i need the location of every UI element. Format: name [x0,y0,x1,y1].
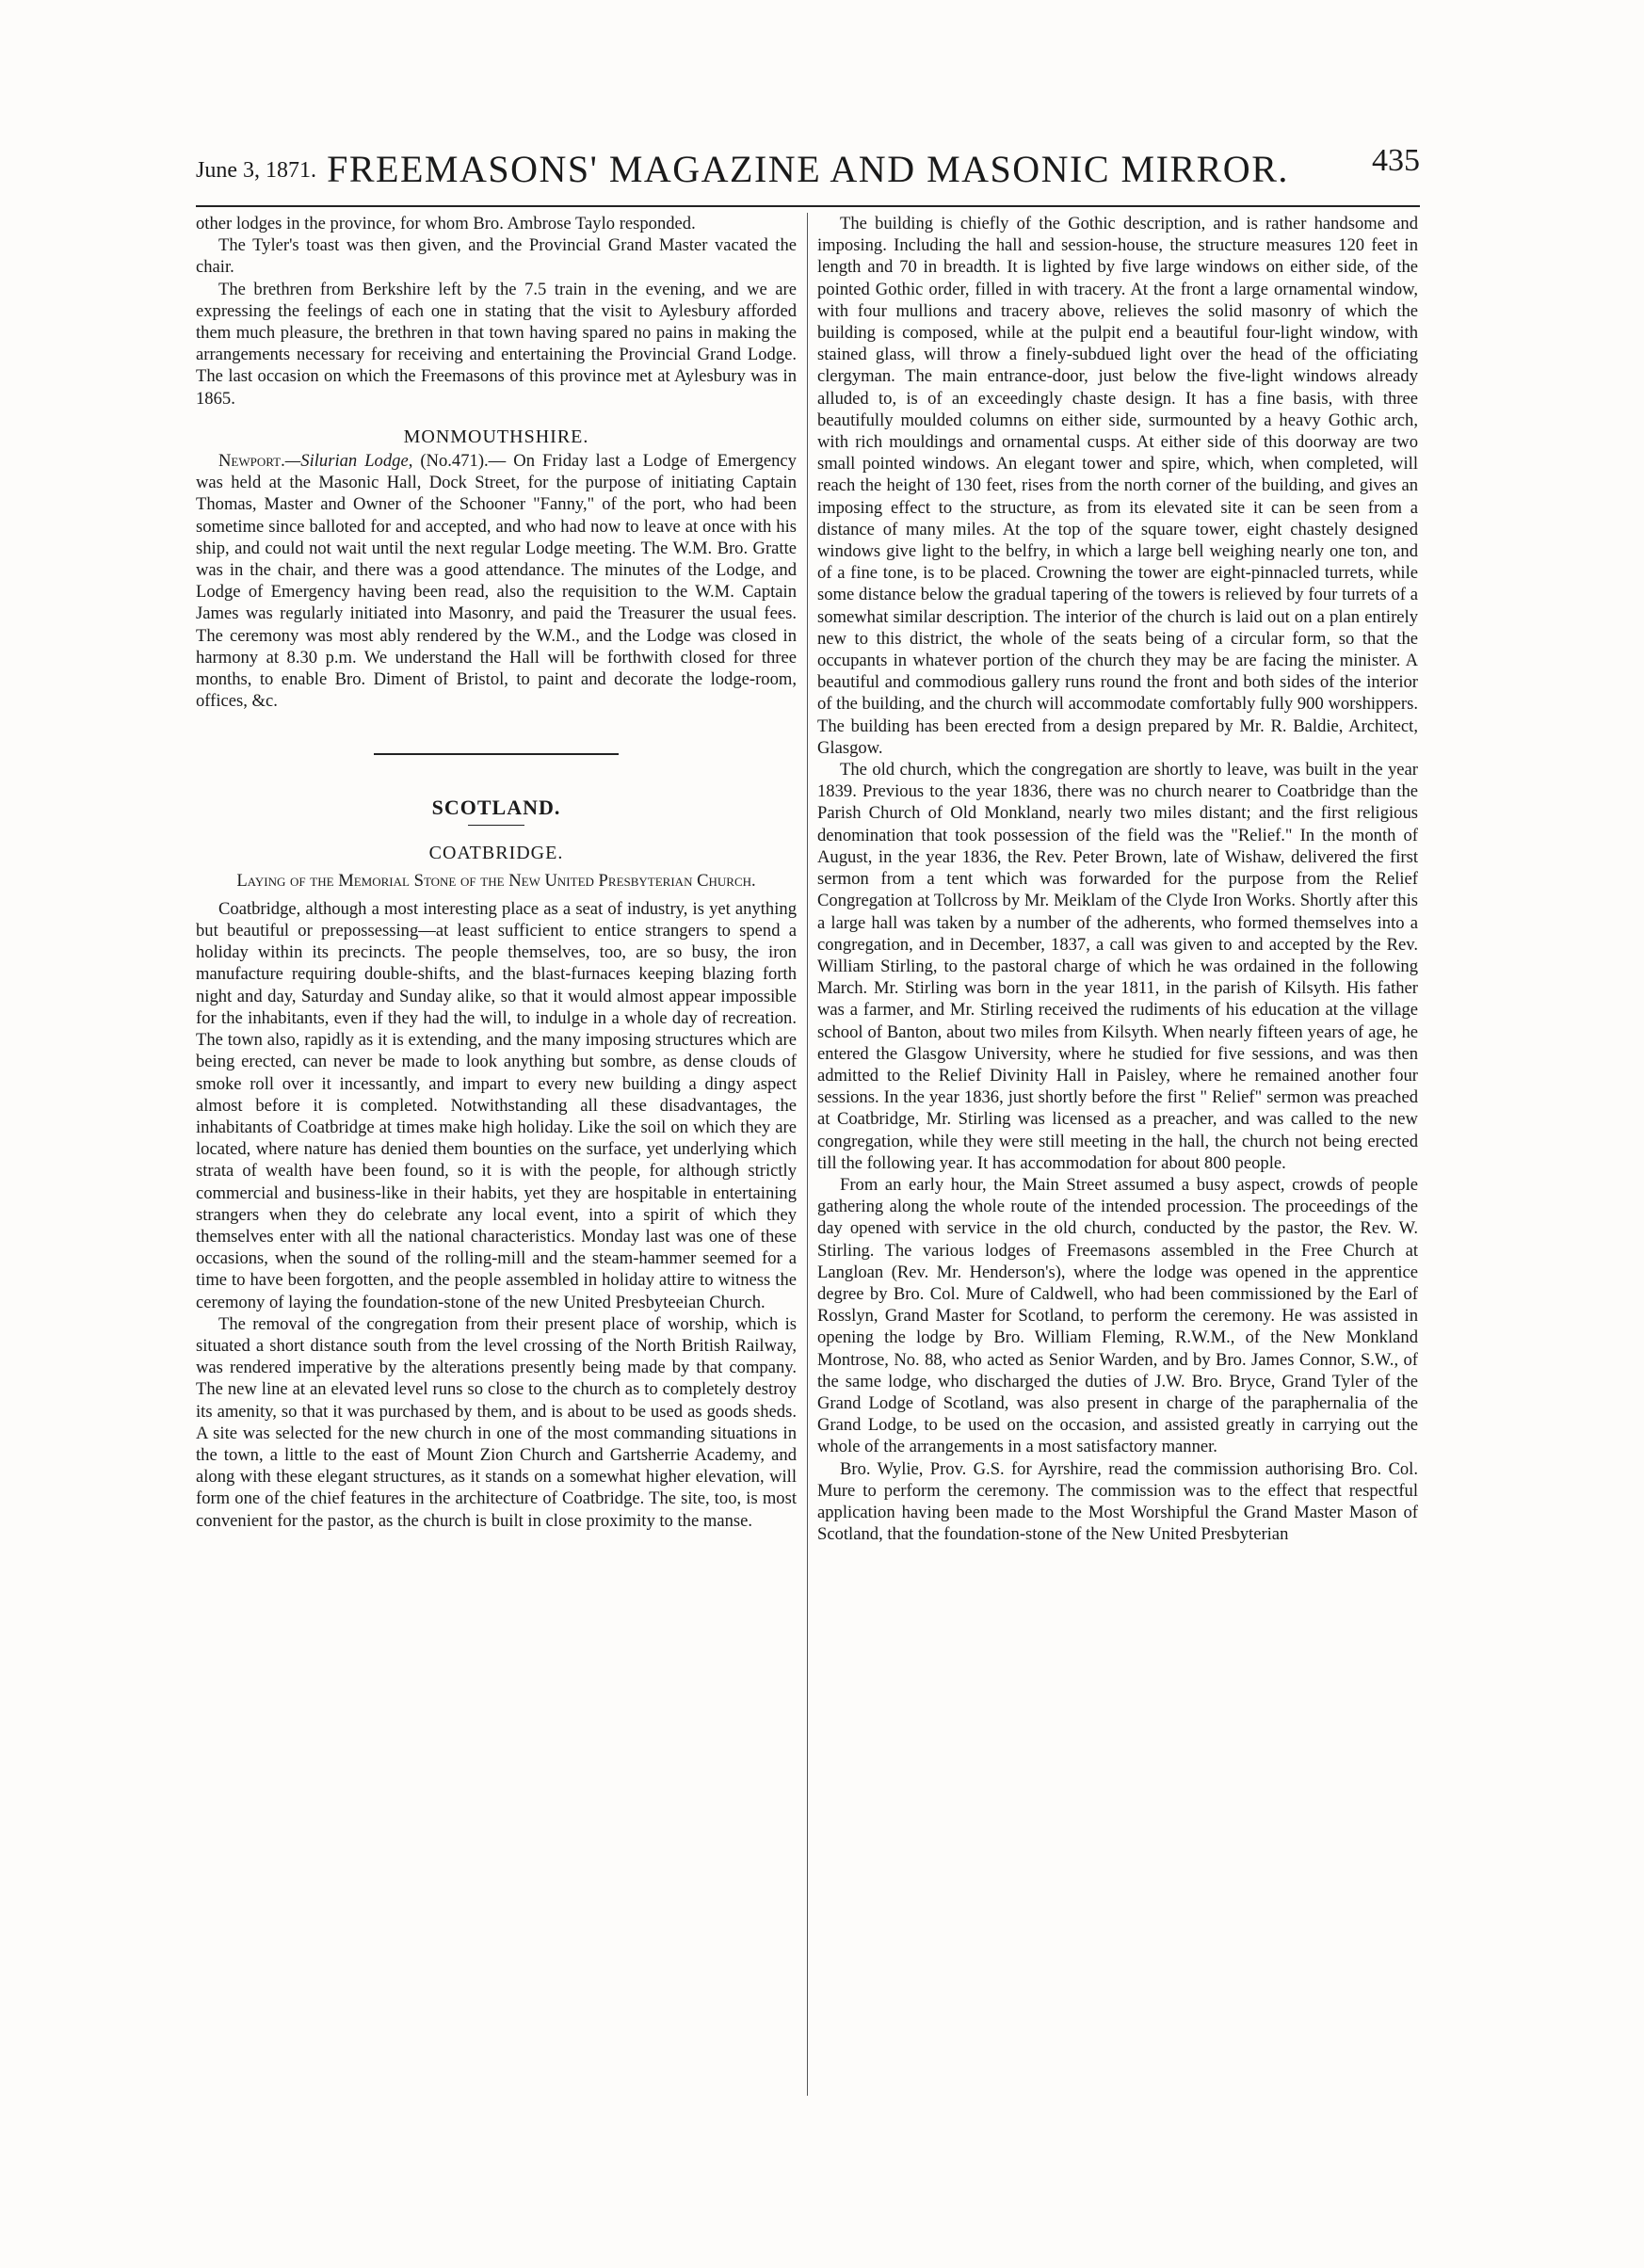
issue-date: June 3, 1871. [196,158,316,183]
paragraph: other lodges in the province, for whom Bro. Ambrose Taylo responded. [196,214,696,233]
paragraph: The building is chiefly of the Gothic description, and is rather handsome and imposing. Including the hall and session-house, the structure measures 120 feet in length and 70 in breadth. It is lighted by five large windows on either side, of the pointed Gothic order, filled in with tracery. At the front a large ornamental window, with four mullions and tracery above, relieves the solid masonry of which the building is composed, while at the pulpit end a beautiful four-light window, with stained glass, will throw a finely-subdued light over the head of the officiating clergyman. The main entrance-door, just below the five-light windows already alluded to, is of an exceedingly chaste design. It has a fine basis, with three beautifully moulded columns on either side, surmounted by a heavy Gothic arch, with rich mouldings and ornamental cusps. At either side of this doorway are two small pointed windows. An elegant tower and spire, which, when completed, will reach the height of 130 feet, rises from the north corner of the building, and gives an imposing effect to the structure, as from its elevated site it can be seen from a distance of many miles. At the top of the square tower, eight chastely designed windows give light to the belfry, in which a large bell weighing nearly one ton, and of a fine tone, is to be placed. Crowning the tower are eight-pinnacled turrets, while some distance below the gradual tapering of the towers is relieved by four turrets of a somewhat similar description. The interior of the church is laid out on a plan entirely new to this district, the whole of the seats being of a circular form, so that the occupants in whatever portion of the church they may be are facing the minister. A beautiful and commodious gallery runs round the front and both sides of the interior of the building, and the church will accommodate comfortably fully 900 worshippers. The building has been erected from a design prepared by Mr. R. Baldie, Architect, Glasgow. [817,214,1418,758]
paragraph: Coatbridge, although a most interesting place as a seat of industry, is yet anything but beautiful or prepossessing—at least sufficient to entice strangers to spend a holiday within its precincts. The people themselves, too, are so busy, the iron manufacture requiring double-shifts, and the blast-furnaces keeping blazing forth night and day, Saturday and Sunday alike, so that it would almost appear impossible for the inhabitants, even if they had the will, to indulge in a whole day of recreation. The town also, rapidly as it is extending, and the many imposing structures which are being erected, can never be made to look anything but sombre, as dense clouds of smoke roll over it incessantly, and impart to every new building a dingy aspect almost before it is completed. Notwithstanding all these disadvantages, the inhabitants of Coatbridge at times make high holiday. Like the soil on which they are located, where nature has denied them bounties on the surface, yet underlying which strata of wealth have been found, so it is with the people, for although strictly commercial and business-like in their habits, yet they are hospitable in entertaining strangers when they do celebrate any local event, into a spirit of which they themselves enter with all the national characteristics. Monday last was one of these occasions, when the sound of the rolling-mill and the steam-hammer seemed for a time to have been forgotten, and the people assembled in holiday attire to witness the ceremony of laying the foundation-stone of the new United Presbyteeian Church. [196,898,797,1312]
page-header [196,109,1420,194]
left-column [196,213,797,1532]
right-column [817,213,1418,1545]
article-subheading: Laying of the Memorial Stone of the New United Presbyterian Church. [236,870,756,891]
report-body: (No.471).— On Friday last a Lodge of Emergency was held at the Masonic Hall, Dock Street, for the purpose of initiating Captain Thomas, Master and Owner of the Schooner "Fanny," of the port, who had been sometime since balloted for and accepted, and who had now to leave at once with his ship, and could not wait until the next regular Lodge meeting. The W.M. Bro. Gratte was in the chair, and there was a good attendance. The minutes of the Lodge, and Lodge of Emergency having been read, also the requisition to the W.M. Captain James was regularly initiated into Masonry, and paid the Treasurer the usual fees. The ceremony was most ably rendered by the W.M., and the Lodge was closed in harmony at 8.30 p.m. We understand the Hall will be forthwith closed for three months, to enable Bro. Diment of Bristol, to paint and decorate the lodge-room, offices, &c. [196,451,797,712]
section-heading-monmouthshire: MONMOUTHSHIRE. [403,426,589,447]
paragraph: The old church, which the congregation are shortly to leave, was built in the year 1839. Previous to the year 1836, there was no church nearer to Coatbridge than the Parish Church of Old Monkland, nearly two miles distant; and the first religious denomination that took possession of the field was the "Relief." In the month of August, in the year 1836, the Rev. Peter Brown, late of Wishaw, delivered the first sermon from a tent which was forwarded for the purpose from the Relief Congregation at Tollcross by Mr. Meiklam of the Clyde Iron Works. Shortly after this a large hall was taken by a number of the adherents, who formed themselves into a congregation, and in December, 1837, a call was given to and accepted by the Rev. William Stirling, to the pastoral charge of which he was ordained in the following March. Mr. Stirling was born in the year 1811, in the parish of Kilsyth. His father was a farmer, and Mr. Stirling received the rudiments of his education at the village school of Banton, about two miles from Kilsyth. When nearly fifteen years of age, he entered the Glasgow University, where he studied for five sessions, and was then admitted to the Relief Divinity Hall in Paisley, where he remained another four sessions. In the year 1836, just shortly before the first " Relief" sermon was preached at Coatbridge, Mr. Stirling was licensed as a preacher, and was called to the new congregation, while they were still meeting in the hall, the church not being erected till the following year. It has accommodation for about 800 people. [817,760,1418,1173]
page-number: 435 [1372,143,1420,178]
publication-title: FREEMASONS' MAGAZINE AND MASONIC MIRROR. [327,148,1289,190]
paragraph: The Tyler's toast was then given, and the Provincial Grand Master vacated the chair. [196,235,797,278]
section-divider-rule [374,753,619,755]
header-rule [196,205,1420,207]
place-name: Newport. [218,451,285,472]
paragraph: The brethren from Berkshire left by the 7.5 train in the evening, and we are expressing the feelings of each one in stating that the visit to Aylesbury afforded them much pleasure, the brethren in that town having spared no pains in making the arrangements necessary for receiving and entertaining the Provincial Grand Lodge. The last occasion on which the Freemasons of this province met at Aylesbury was in 1865. [196,279,797,409]
section-heading-scotland: SCOTLAND. [431,796,561,820]
paragraph: The removal of the congregation from their present place of worship, which is situated a short distance south from the level crossing of the North British Railway, was rendered imperative by the alterations presently being made by that company. The new line at an elevated level runs so close to the church as to completely destroy its amenity, so that it was purchased by them, and is about to be used as goods sheds. A site was selected for the new church in one of the most commanding situations in the town, a little to the east of Mount Zion Church and Gartsherrie Academy, and along with these elegant structures, as it stands on a somewhat higher elevation, will form one of the chief features in the architecture of Coatbridge. The site, too, is most convenient for the pastor, as the church is built in close proximity to the manse. [196,1313,797,1531]
lodge-name: —Silurian Lodge, [284,451,413,472]
paragraph: Bro. Wylie, Prov. G.S. for Ayrshire, read the commission authorising Bro. Col. Mure to perform the ceremony. The commission was to the effect that respectful application having been made to the Most Worshipful the Grand Master Mason of Scotland, that the foundation-stone of the New United Presbyterian [817,1458,1418,1545]
sub-heading-coatbridge: COATBRIDGE. [428,842,564,863]
paragraph: From an early hour, the Main Street assumed a busy aspect, crowds of people gathering along the whole route of the intended procession. The proceedings of the day opened with service in the old church, conducted by the pastor, the Rev. W. Stirling. The various lodges of Freemasons assembled in the Free Church at Langloan (Rev. Mr. Henderson's), where the lodge was opened in the apprentice degree by Bro. Col. Mure of Caldwell, who had been commissioned by the Earl of Rosslyn, Grand Master for Scotland, to perform the ceremony. He was assisted in opening the lodge by Bro. William Fleming, R.W.M., of the New Monkland Montrose, No. 88, who acted as Senior Warden, and by Bro. James Connor, S.W., of the same lodge, who discharged the duties of J.W. Bro. Bryce, Grand Tyler of the Grand Lodge of Scotland, was also present in charge of the paraphernalia of the Grand Lodge, to be used on the occasion, and assisted greatly in carrying out the whole of the arrangements in a most satisfactory manner. [817,1174,1418,1457]
column-divider [807,213,808,2096]
heading-rule [468,825,524,826]
paragraph-newport [196,450,797,712]
